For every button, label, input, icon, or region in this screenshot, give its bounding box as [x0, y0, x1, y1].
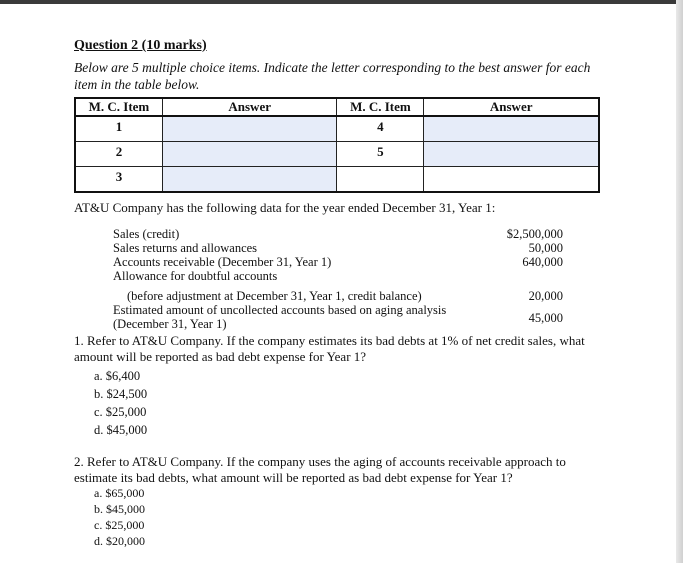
- header-mc-item-1: M. C. Item: [75, 98, 162, 116]
- answer-field-1[interactable]: [162, 116, 337, 142]
- item-number-3: 3: [75, 167, 162, 193]
- data-label: (December 31, Year 1): [113, 317, 227, 331]
- answer-field-4[interactable]: [424, 116, 599, 142]
- data-row-allowance-detail: [113, 289, 563, 303]
- data-label: Sales (credit): [113, 227, 180, 241]
- question-1-text: 1. Refer to AT&U Company. If the company estimates its bad debts at 1% of net credit sales, what amount will be reported as bad debt expense for Year 1?: [74, 333, 585, 364]
- question-1-options: [94, 367, 147, 439]
- table-row: [75, 167, 599, 193]
- empty-answer-cell: [424, 167, 599, 193]
- question-title: Question 2 (10 marks): [74, 38, 207, 53]
- header-answer-1: Answer: [162, 98, 337, 116]
- data-label: Estimated amount of uncollected accounts based on aging analysis: [113, 303, 447, 317]
- item-number-5: 5: [337, 142, 424, 167]
- answer-field-2[interactable]: [162, 142, 337, 167]
- data-value: 20,000: [528, 289, 563, 303]
- answer-table-header: [75, 98, 599, 116]
- item-number-4: 4: [337, 116, 424, 142]
- question-instruction: Below are 5 multiple choice items. Indicate the letter corresponding to the best answer for each item in the table below.: [74, 60, 591, 92]
- data-label: Sales returns and allowances: [113, 241, 258, 255]
- question-2-text: 2. Refer to AT&U Company. If the company uses the aging of accounts receivable approach to estimate its bad debts, what amount will be reported as bad debt expense for Year 1?: [74, 454, 566, 485]
- data-row-aging: [113, 303, 563, 317]
- option-d: d. $45,000: [94, 423, 148, 437]
- data-row-sales: [113, 227, 563, 241]
- data-row-receivable: [113, 255, 563, 269]
- data-label: Accounts receivable (December 31, Year 1): [113, 255, 332, 269]
- item-number-1: 1: [75, 116, 162, 142]
- company-intro: AT&U Company has the following data for the year ended December 31, Year 1:: [74, 200, 496, 215]
- data-label: Allowance for doubtful accounts: [113, 269, 278, 283]
- data-label: (before adjustment at December 31, Year 1, credit balance): [127, 289, 422, 303]
- question-2-options: [94, 485, 145, 549]
- data-value: $2,500,000: [506, 227, 563, 241]
- data-value: 640,000: [522, 255, 563, 269]
- option-b: b. $24,500: [94, 387, 148, 401]
- option-d: d. $20,000: [94, 534, 145, 548]
- data-row-allowance: [113, 269, 563, 283]
- table-row: [75, 116, 599, 142]
- item-number-2: 2: [75, 142, 162, 167]
- option-a: a. $65,000: [94, 486, 145, 500]
- option-a: a. $6,400: [94, 369, 141, 383]
- top-border: [0, 0, 683, 4]
- data-value: 45,000: [528, 311, 563, 325]
- data-row-aging-date: [113, 311, 563, 331]
- table-row: [75, 142, 599, 167]
- header-mc-item-2: M. C. Item: [337, 98, 424, 116]
- answer-table: [74, 97, 600, 193]
- answer-field-5[interactable]: [424, 142, 599, 167]
- option-c: c. $25,000: [94, 405, 147, 419]
- option-b: b. $45,000: [94, 502, 145, 516]
- data-row-returns: [113, 241, 563, 255]
- data-value: 50,000: [528, 241, 563, 255]
- answer-field-3[interactable]: [162, 167, 337, 193]
- company-data: [113, 227, 563, 331]
- empty-item-cell: [337, 167, 424, 193]
- header-answer-2: Answer: [424, 98, 599, 116]
- scrollbar-track[interactable]: [676, 0, 683, 563]
- option-c: c. $25,000: [94, 518, 145, 532]
